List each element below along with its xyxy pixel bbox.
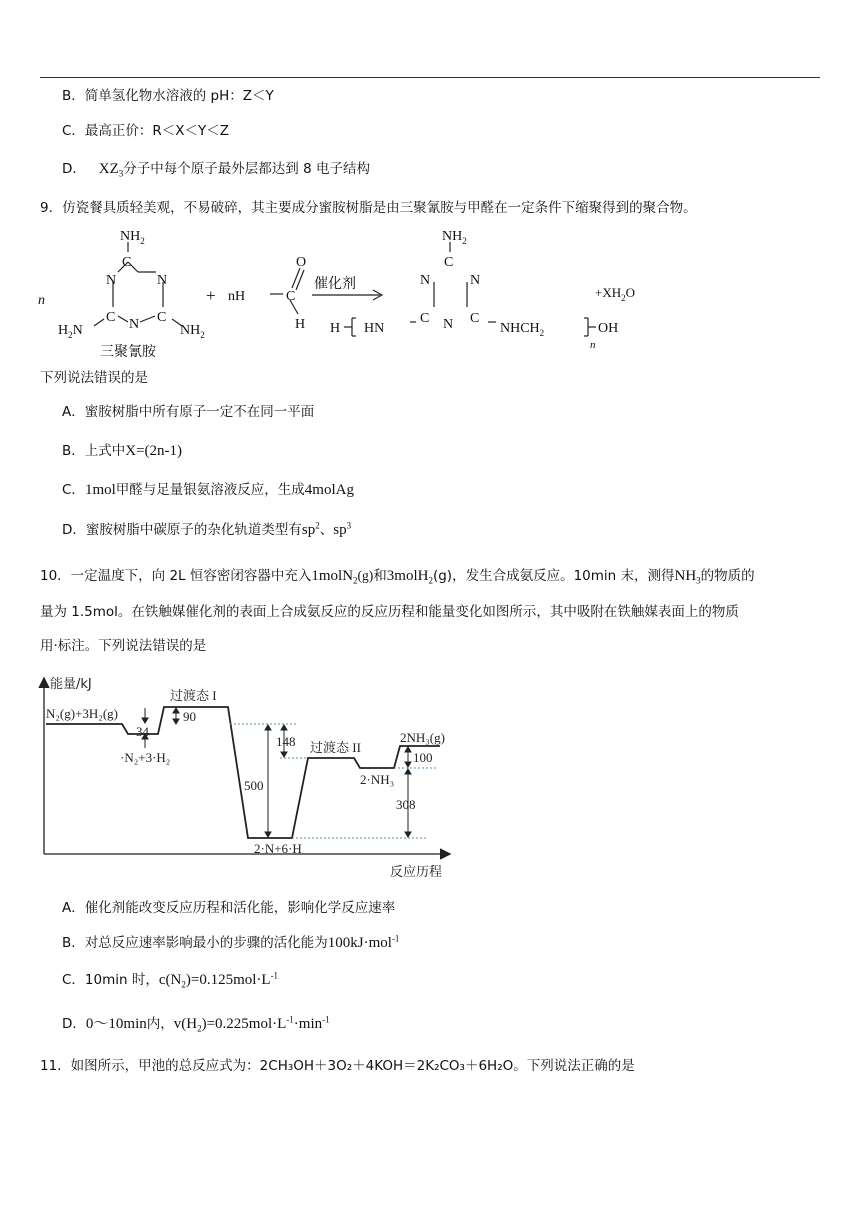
svg-text:500: 500 — [244, 778, 264, 793]
q8-option-c: C．最高正价：R＜X＜Y＜Z — [62, 123, 230, 139]
svg-text:·N₂+3·H₂: ·N₂+3·H₂ — [120, 750, 171, 765]
svg-text:C: C — [286, 289, 296, 304]
svg-text:nH: nH — [228, 289, 246, 304]
svg-text:C: C — [122, 255, 132, 270]
q9-option-d: D．蜜胺树脂中碳原子的杂化轨道类型有$sp^2$、$sp^3$ — [62, 520, 352, 538]
svg-text:C: C — [420, 311, 430, 326]
svg-text:90: 90 — [183, 709, 196, 724]
svg-text:催化剂: 催化剂 — [314, 276, 356, 292]
q10-stem-line3: 用·标注。下列说法错误的是 — [40, 638, 207, 654]
svg-text:308: 308 — [396, 797, 416, 812]
energy-diagram — [30, 672, 460, 884]
q10-option-d: D．0～10min内，$v(H_2)=0.225mol\cdot L^{-1}\cdot\min^{-1}$ — [62, 1014, 330, 1034]
svg-text:C: C — [106, 310, 116, 325]
svg-text:n: n — [38, 293, 45, 308]
q10-option-a: A．催化剂能改变反应历程和活化能，影响化学反应速率 — [62, 900, 396, 916]
q9-option-c: C．1mol甲醛与足量银氨溶液反应，生成4molAg — [62, 482, 354, 498]
q10-option-c: C．10min 时，$c(N_2)=0.125mol\cdot L^{-1}$ — [62, 970, 279, 990]
svg-text:H: H — [295, 317, 306, 332]
svg-text:NH2: $NH_2$ — [180, 323, 205, 340]
svg-text:C: C — [444, 255, 454, 270]
q11-stem: 11．如图所示，甲池的总反应式为：2CH₃OH＋3O₂＋4KOH＝2K₂CO₃＋6H₂O。下列说法正确的是 — [40, 1058, 635, 1074]
q9-stem: 9．仿瓷餐具质轻美观，不易破碎，其主要成分蜜胺树脂是由三聚氰胺与甲醛在一定条件下缩聚得到的聚合物。 — [40, 200, 697, 216]
svg-text:NHCH2: $NHCH_2$ — [500, 321, 545, 338]
q9-option-a: A．蜜胺树脂中所有原子一定不在同一平面 — [62, 404, 315, 420]
svg-text:100: 100 — [413, 750, 433, 765]
svg-text:过渡态 I: 过渡态 I — [170, 688, 217, 703]
q8-option-b: B．简单氢化物水溶液的 pH：Z＜Y — [62, 88, 274, 104]
svg-text:OH: OH — [598, 321, 619, 336]
q10-stem-line1: 10．一定温度下，向 2L 恒容密闭容器中充入1molN$_2$(g)和3molH$_2$(g)，发生合成氨反应。10min 末，测得$NH_3$的物质的 — [40, 568, 755, 586]
svg-text:过渡态 II: 过渡态 II — [310, 740, 361, 755]
svg-text:N: N — [443, 317, 454, 332]
svg-text:2·N+6·H: 2·N+6·H — [254, 841, 302, 856]
svg-text:N: N — [420, 273, 431, 288]
header-rule — [40, 77, 820, 78]
svg-text:反应历程: 反应历程 — [390, 865, 443, 880]
svg-text:N: N — [106, 273, 117, 288]
q9-ask: 下列说法错误的是 — [40, 370, 148, 386]
q8-option-d: D． $XZ_3$分子中每个原子最外层都达到 8 电子结构 — [62, 161, 370, 179]
svg-text:O: O — [296, 255, 307, 270]
q10-stem-line2: 量为 1.5mol。在铁触媒催化剂的表面上合成氨反应的反应历程和能量变化如图所示，其中吸附在铁触媒表面上的物质 — [40, 604, 739, 620]
svg-text:148: 148 — [276, 734, 296, 749]
svg-text:N: N — [129, 317, 140, 332]
svg-text:NH2: $NH_2$ — [120, 229, 145, 246]
q10-option-b: B．对总反应速率影响最小的步骤的活化能为100kJ·mol$^{-1}$ — [62, 933, 400, 951]
svg-text:2NH₃(g): 2NH₃(g) — [400, 730, 445, 745]
svg-text:H2N: $H_2N$ — [58, 323, 83, 340]
svg-text:2·NH₃: 2·NH₃ — [360, 772, 395, 787]
svg-text:H: H — [330, 321, 341, 336]
svg-text:HN: HN — [364, 321, 385, 336]
svg-text:能量/kJ: 能量/kJ — [50, 677, 92, 692]
svg-text:+XH2O: $+XH_2O$ — [595, 285, 635, 303]
svg-text:n: n — [590, 339, 596, 351]
svg-text:+: + — [206, 286, 216, 305]
svg-text:NH2: $NH_2$ — [442, 229, 467, 246]
svg-text:34: 34 — [136, 724, 149, 739]
svg-text:C: C — [470, 311, 480, 326]
svg-text:N: N — [470, 273, 481, 288]
svg-text:C: C — [157, 310, 167, 325]
q9-option-b: B．上式中X=(2n-1) — [62, 443, 183, 459]
svg-text:三聚氰胺: 三聚氰胺 — [100, 344, 156, 360]
svg-text:N: N — [157, 273, 168, 288]
q9-reaction-equation — [30, 222, 670, 364]
svg-text:N₂(g)+3H₂(g): N₂(g)+3H₂(g) — [46, 706, 118, 721]
